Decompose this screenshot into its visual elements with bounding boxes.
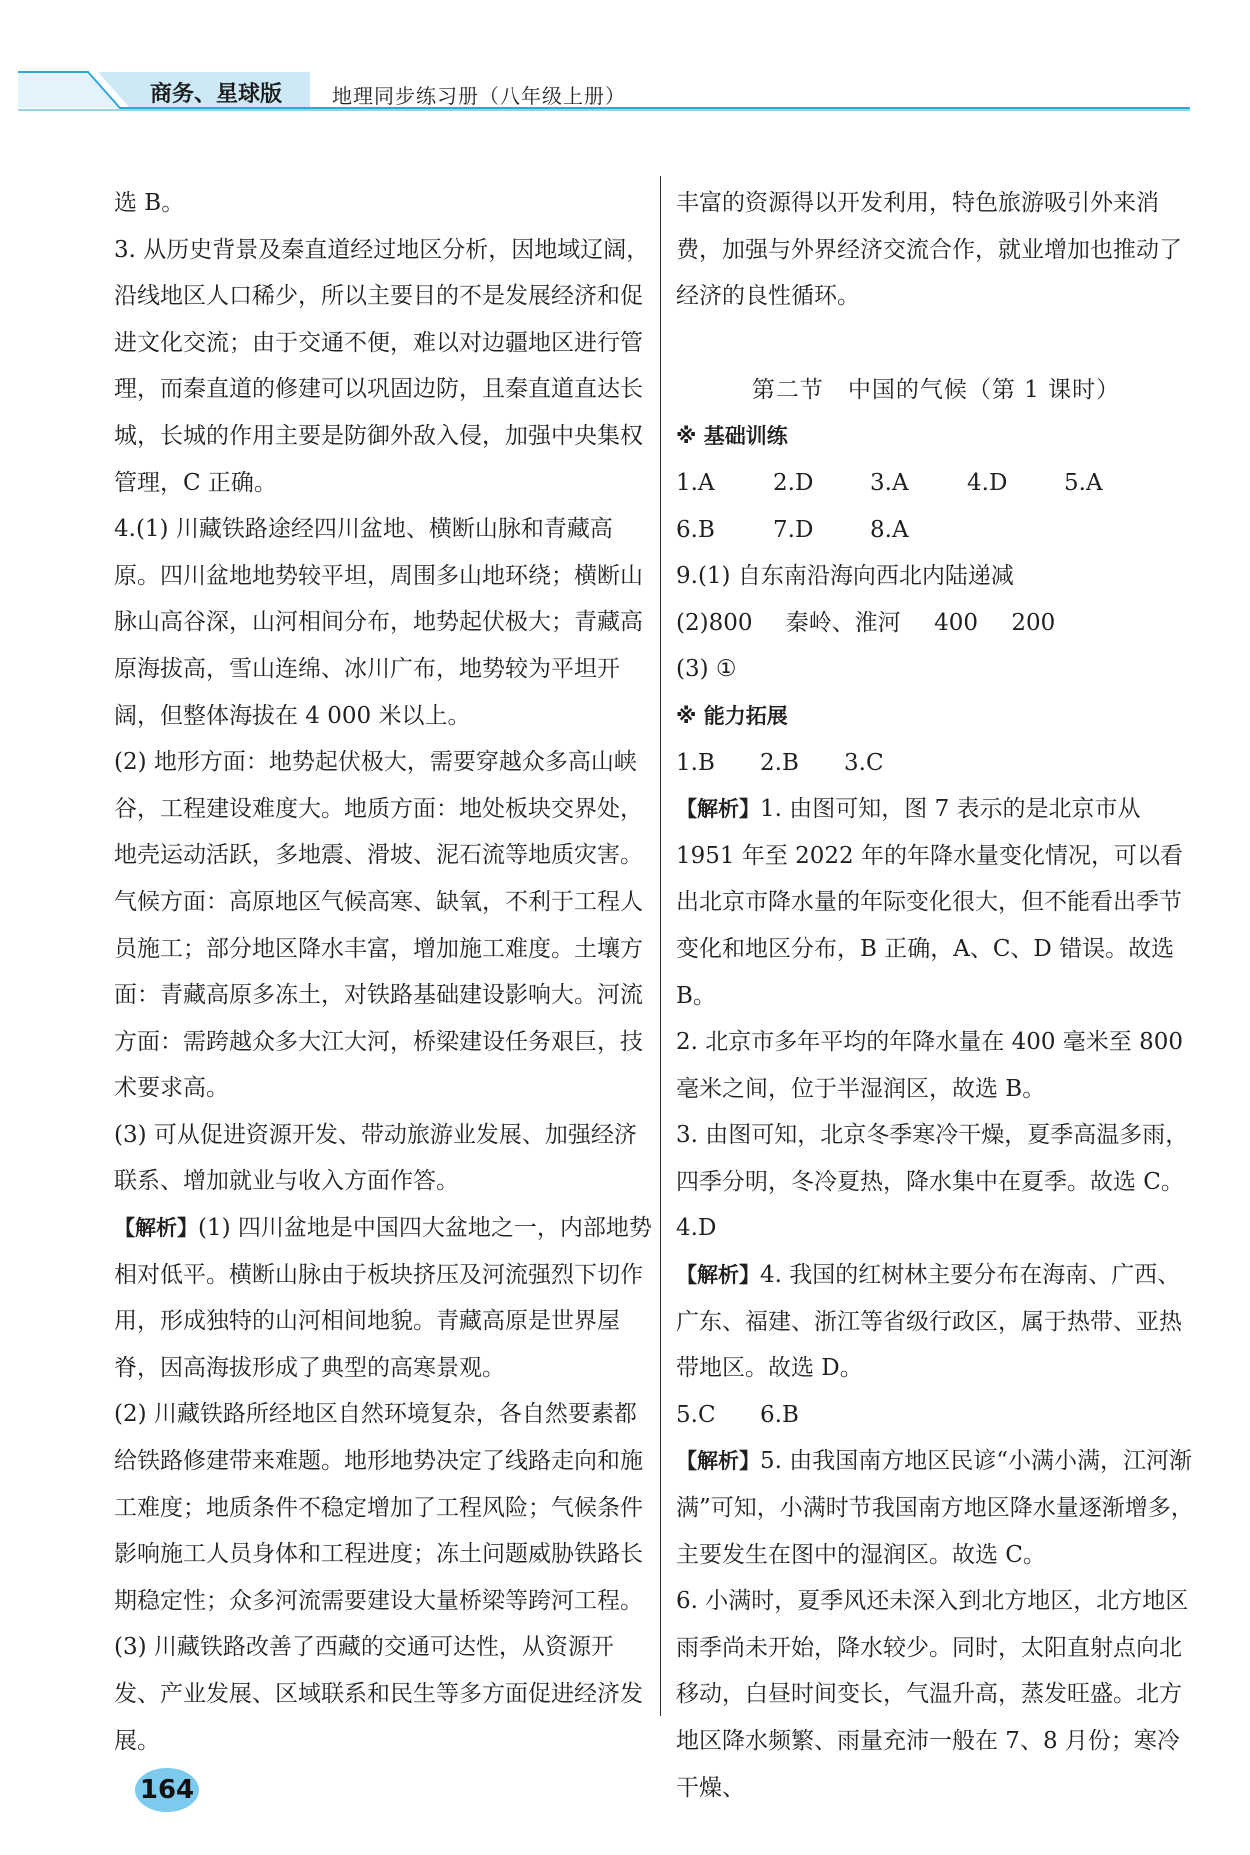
column-divider <box>660 176 661 1716</box>
paragraph: 选 B。 <box>114 190 185 216</box>
paragraph: 6. 小满时，夏季风还未深入到北方地区，北方地区雨季尚未开始，降水较少。同时，太阳直射点向北移动，白昼时间变长，气温升高，蒸发旺盛。北方地区降水频繁、雨量充沛一般在 7、8 月份；寒冷干燥、 <box>676 1588 1189 1801</box>
paragraph: 丰富的资源得以开发利用，特色旅游吸引外来消费，加强与外界经济交流合作，就业增加也推动了经济的良性循环。 <box>676 190 1182 310</box>
paragraph <box>676 786 1196 1019</box>
paragraph <box>114 1205 654 1391</box>
right-column <box>676 180 1196 1811</box>
answer-line <box>676 600 1196 647</box>
left-column <box>114 180 654 1764</box>
answer-line: 9.(1) 自东南沿海向西北内陆递减 <box>676 563 1014 590</box>
paragraph: 3. 由图可知，北京冬季寒冷干燥，夏季高温多雨，四季分明，冬冷夏热，降水集中在夏季。故选 C。 <box>676 1122 1189 1195</box>
analysis-tag: 【解析】 <box>676 1263 760 1288</box>
series-label: 商务、星球版 <box>150 82 283 107</box>
extension-heading: ※ 能力拓展 <box>676 703 788 728</box>
paragraph: (3) 川藏铁路改善了西藏的交通可达性，从资源开发、产业发展、区域联系和民生等多方面促进经济发展。 <box>114 1634 643 1754</box>
book-title: 地理同步练习册（八年级上册） <box>332 84 626 108</box>
blank: 200 <box>1011 609 1056 636</box>
extension-answers <box>676 740 1196 787</box>
paragraph <box>676 1252 1196 1392</box>
answer: 1.A <box>676 469 715 496</box>
paragraph <box>676 1438 1196 1578</box>
answer: 2.B <box>760 749 799 776</box>
basic-training-heading: ※ 基础训练 <box>676 424 788 449</box>
page-header <box>0 0 1250 130</box>
paragraph: 2. 北京市多年平均的年降水量在 400 毫米至 800 毫米之间，位于半湿润区，故选 B。 <box>676 1029 1183 1102</box>
paragraph: (2) 川藏铁路所经地区自然环境复杂，各自然要素都给铁路修建带来难题。地形地势决定了线路走向和施工难度；地质条件不稳定增加了工程风险；气候条件影响施工人员身体和工程进度；冻土问题威胁铁路长期稳定性；众多河流需要建设大量桥梁等跨河工程。 <box>114 1401 643 1614</box>
page-number: 164 <box>139 1775 195 1805</box>
answer: 5.C <box>676 1401 716 1428</box>
answer-line: 4.D <box>676 1215 717 1242</box>
answer: 8.A <box>870 516 909 543</box>
answer: 2.D <box>773 469 814 496</box>
analysis-tag: 【解析】 <box>676 1449 760 1474</box>
answer: 5.A <box>1064 469 1103 496</box>
paragraph: 3. 从历史背景及秦直道经过地区分析，因地域辽阔，沿线地区人口稀少，所以主要目的不是发展经济和促进文化交流；由于交通不便，难以对边疆地区进行管理，而秦直道的修建可以巩固边防，且秦直道直达长城，长城的作用主要是防御外敌入侵，加强中央集权管理，C 正确。 <box>114 236 650 496</box>
analysis-text: 1. 由图可知，图 7 表示的是北京市从 1951 年至 2022 年的年降水量变化情况，可以看出北京市降水量的年际变化很大，但不能看出季节变化和地区分布，B 正确，A、C、D 错误。故选 B。 <box>676 796 1183 1009</box>
analysis-text: 4. 我国的红树林主要分布在海南、广西、广东、福建、浙江等省级行政区，属于热带、亚热带地区。故选 D。 <box>676 1262 1182 1382</box>
analysis-text: (1) 四川盆地是中国四大盆地之一，内部地势相对低平。横断山脉由于板块挤压及河流强烈下切作用，形成独特的山河相间地貌。青藏高原是世界屋脊，因高海拔形成了典型的高寒景观。 <box>114 1215 652 1381</box>
answer: 7.D <box>773 516 814 543</box>
basic-answers <box>676 460 1196 553</box>
analysis-text: 5. 由我国南方地区民谚“小满小满，江河渐满”可知，小满时节我国南方地区降水量逐渐增多，主要发生在图中的湿润区。故选 C。 <box>676 1448 1194 1568</box>
paragraph: (2) 地形方面：地势起伏极大，需要穿越众多高山峡谷，工程建设难度大。地质方面：地处板块交界处，地壳运动活跃，多地震、滑坡、泥石流等地质灾害。气候方面：高原地区气候高寒、缺氧，不利于工程人员施工；部分地区降水丰富，增加施工难度。土壤方面：青藏高原多冻土，对铁路基础建设影响大。河流方面：需跨越众多大江大河，桥梁建设任务艰巨，技术要求高。 <box>114 749 643 1102</box>
answer: 3.A <box>870 469 909 496</box>
answer: 4.D <box>967 469 1008 496</box>
answer-line: (3) ① <box>676 656 737 683</box>
answer: 1.B <box>676 749 715 776</box>
paragraph: 4.(1) 川藏铁路途经四川盆地、横断山脉和青藏高原。四川盆地地势较平坦，周围多山地环绕；横断山脉山高谷深，山河相间分布，地势起伏极大；青藏高原海拔高，雪山连绵、冰川广布，地势较为平坦开阔，但整体海拔在 4 000 米以上。 <box>114 516 643 729</box>
answer: 6.B <box>676 516 715 543</box>
section-title: 第二节 中国的气候（第 1 课时） <box>751 376 1121 403</box>
blank: (2)800 <box>676 609 753 636</box>
analysis-tag: 【解析】 <box>676 797 760 822</box>
header-banner <box>0 0 1250 130</box>
answer: 3.C <box>844 749 884 776</box>
answer-line <box>676 1392 1196 1439</box>
paragraph: (3) 可从促进资源开发、带动旅游业发展、加强经济联系、增加就业与收入方面作答。 <box>114 1121 637 1195</box>
answer: 6.B <box>760 1401 799 1428</box>
blank: 400 <box>934 609 979 636</box>
analysis-tag: 【解析】 <box>114 1216 198 1241</box>
blank: 秦岭、淮河 <box>785 609 901 636</box>
